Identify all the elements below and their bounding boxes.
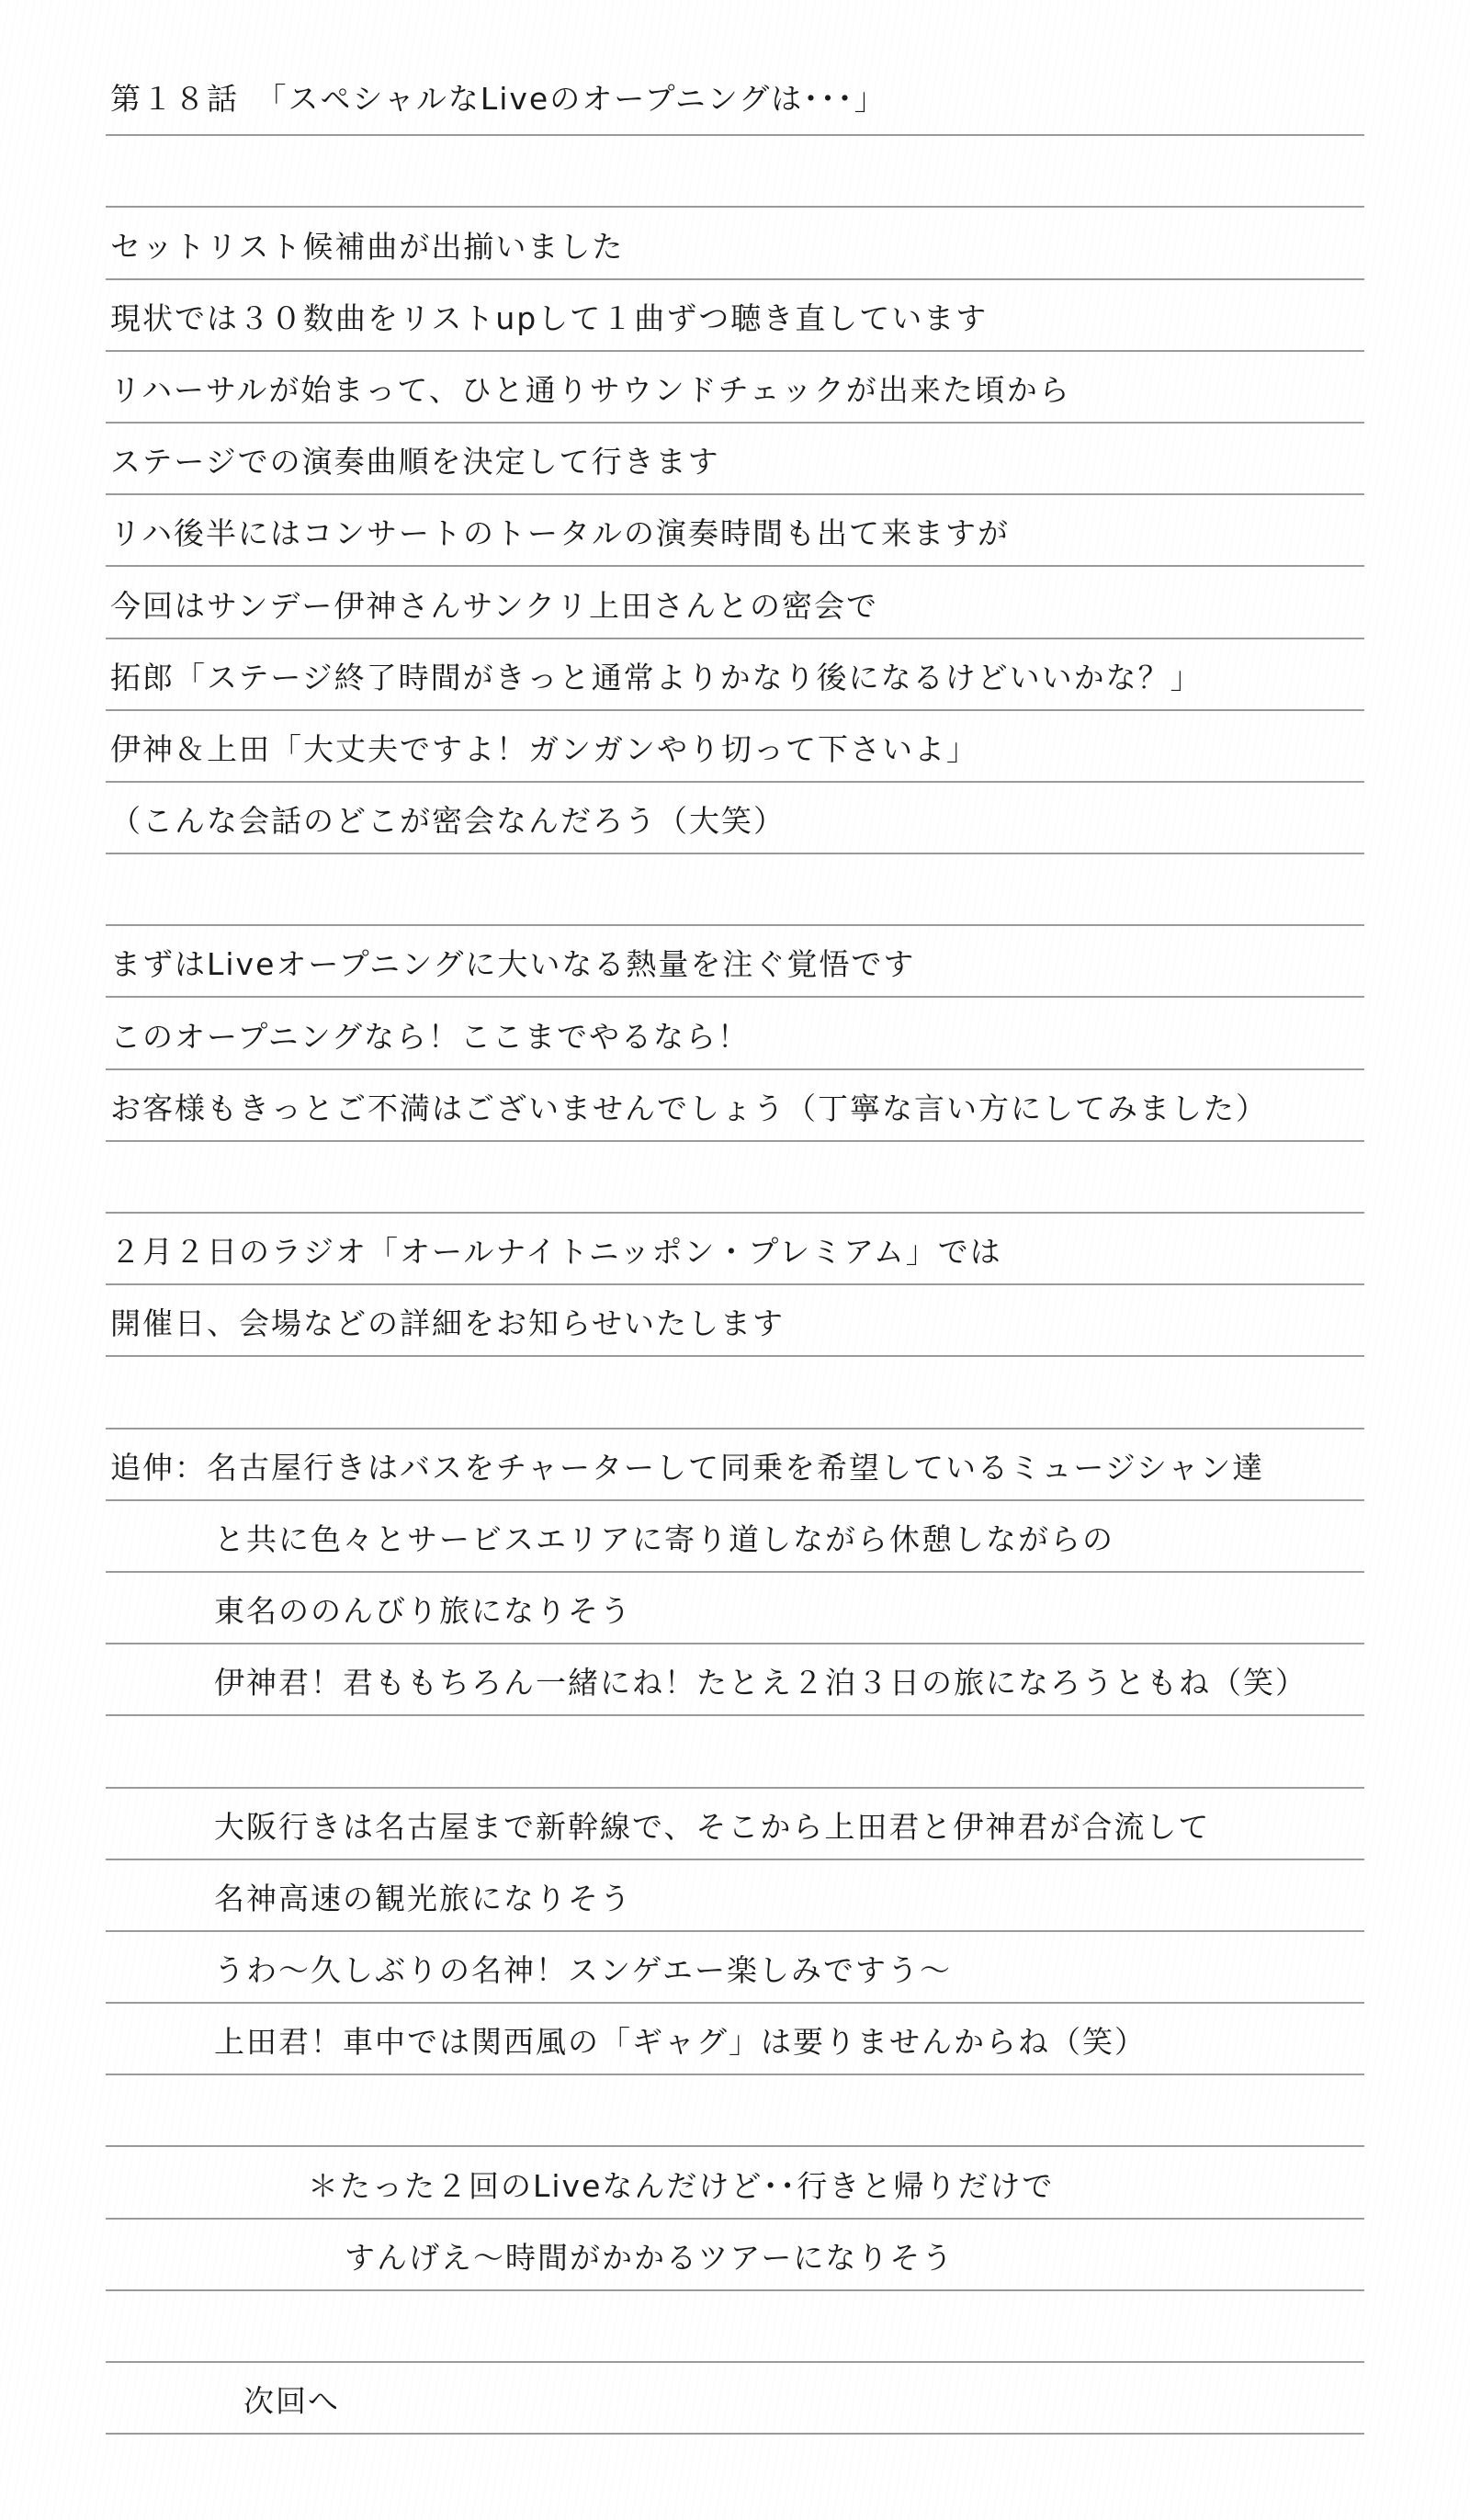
- note-line: すんげえ～時間がかかるツアーになりそう: [106, 2220, 1364, 2291]
- blank-line: [106, 854, 1364, 926]
- text-line: このオープニングなら！ここまでやるなら！: [106, 998, 1364, 1069]
- text-line: 名神高速の観光旅になりそう: [106, 1860, 1364, 1932]
- next-episode-link[interactable]: 次回へ: [106, 2363, 1364, 2435]
- blank-line: [106, 2291, 1364, 2363]
- text-line: と共に色々とサービスエリアに寄り道しながら休憩しながらの: [106, 1501, 1364, 1573]
- blank-line: [106, 1716, 1364, 1788]
- text-line: 現状では３０数曲をリストupして１曲ずつ聴き直しています: [106, 280, 1364, 352]
- text-line: 今回はサンデー伊神さんサンクリ上田さんとの密会で: [106, 567, 1364, 638]
- text-line: リハーサルが始まって、ひと通りサウンドチェックが出来た頃から: [106, 352, 1364, 424]
- text-line: 上田君！車中では関西風の「ギャグ」は要りませんからね（笑）: [106, 2004, 1364, 2075]
- blank-line: [106, 2075, 1364, 2147]
- note-line: ＊たった２回のLiveなんだけど･･行きと帰りだけで: [106, 2147, 1364, 2219]
- text-line: （こんな会話のどこが密会なんだろう（大笑）: [106, 783, 1364, 854]
- text-line: ステージでの演奏曲順を決定して行きます: [106, 424, 1364, 495]
- text-line: 伊神＆上田「大丈夫ですよ！ガンガンやり切って下さいよ」: [106, 711, 1364, 783]
- text-line: 大阪行きは名古屋まで新幹線で、そこから上田君と伊神君が合流して: [106, 1789, 1364, 1860]
- text-line: セットリスト候補曲が出揃いました: [106, 208, 1364, 279]
- text-line: ２月２日のラジオ「オールナイトニッポン・プレミアム」では: [106, 1214, 1364, 1285]
- blank-line: [106, 1357, 1364, 1429]
- postscript-line: 追伸：名古屋行きはバスをチャーターして同乗を希望しているミュージシャン達: [106, 1430, 1364, 1501]
- text-line: 拓郎「ステージ終了時間がきっと通常よりかなり後になるけどいいかな？」: [106, 639, 1364, 711]
- blank-line: [106, 136, 1364, 208]
- text-line: 東名ののんびり旅になりそう: [106, 1573, 1364, 1644]
- episode-title-line: [106, 64, 1364, 136]
- text-line: まずはLiveオープニングに大いなる熱量を注ぐ覚悟です: [106, 926, 1364, 998]
- text-line: リハ後半にはコンサートのトータルの演奏時間も出て来ますが: [106, 495, 1364, 567]
- lined-notebook: [106, 64, 1364, 2435]
- text-line: 伊神君！君ももちろん一緒にね！たとえ２泊３日の旅になろうともね（笑）: [106, 1644, 1364, 1716]
- text-line: お客様もきっとご不満はございませんでしょう（丁寧な言い方にしてみました）: [106, 1070, 1364, 1142]
- episode-title: 第１８話 「スペシャルなLiveのオープニングは･･･」: [110, 81, 887, 118]
- blank-line: [106, 1142, 1364, 1214]
- text-line: 開催日、会場などの詳細をお知らせいたします: [106, 1285, 1364, 1357]
- text-line: うわ～久しぶりの名神！スンゲエー楽しみですう～: [106, 1932, 1364, 2004]
